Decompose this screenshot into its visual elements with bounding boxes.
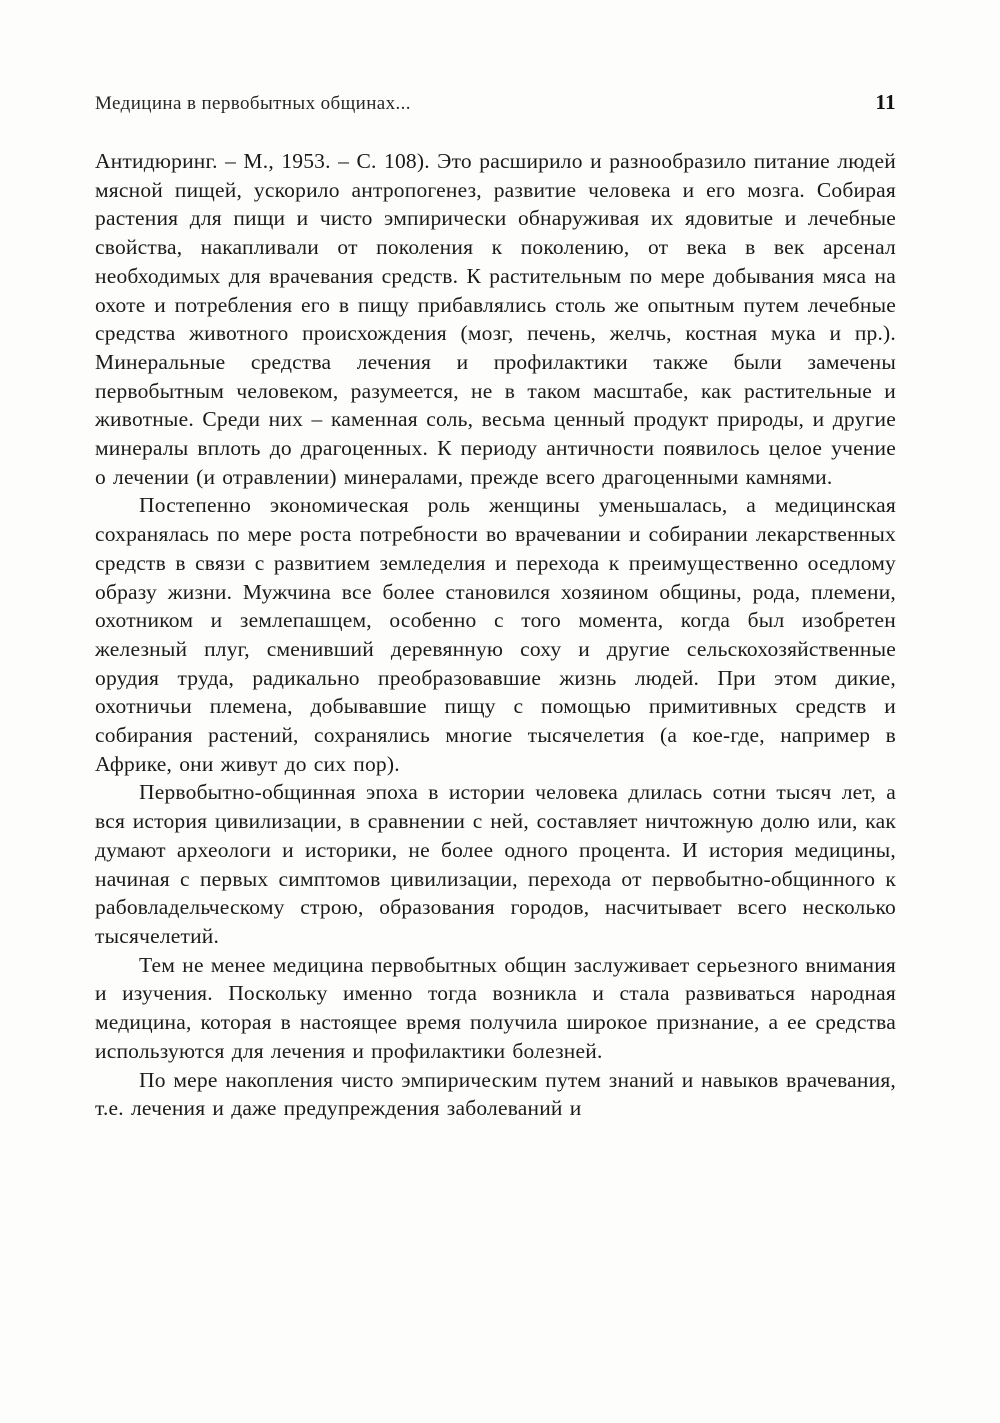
running-title: Медицина в первобытных общинах...: [95, 93, 411, 114]
paragraph-5: По мере накопления чисто эмпирическим путем знаний и навыков врачевания, т.е. лечения и даже предупреждения заболеваний и: [95, 1067, 896, 1121]
page-header: [95, 90, 896, 115]
page-body: [95, 147, 896, 1123]
page-number: 11: [875, 90, 896, 114]
paragraph-1: Антидюринг. – М., 1953. – С. 108). Это расширило и разнообразило питание людей мясной пищей, ускорило антропогенез, развитие человека и его мозга. Собирая растения для пищи и чисто эмпирически обнаруживая их ядовитые и лечебные свойства, накапливали от поколения к поколению, от века в век арсенал необходимых для врачевания средств. К растительным по мере добывания мяса на охоте и потребления его в пищу прибавлялись столь же опытным путем лечебные средства животного происхождения (мозг, печень, желчь, костная мука и пр.). Минеральные средства лечения и профилактики также были замечены первобытным человеком, разумеется, не в таком масштабе, как растительные и животные. Среди них – каменная соль, весьма ценный продукт природы, и другие минералы вплоть до драгоценных. К периоду античности появилось целое учение о лечении (и отравлении) минералами, прежде всего драгоценными камнями.: [95, 149, 896, 489]
paragraph-2: Постепенно экономическая роль женщины уменьшалась, а медицинская сохранялась по мере роста потребности во врачевании и собирании лекарственных средств в связи с развитием земледелия и перехода к преимущественно оседлому образу жизни. Мужчина все более становился хозяином общины, рода, племени, охотником и землепашцем, особенно с того момента, когда был изобретен железный плуг, сменивший деревянную соху и другие сельскохозяйственные орудия труда, радикально преобразовавшие жизнь людей. При этом дикие, охотничьи племена, добывавшие пищу с помощью примитивных средств и собирания растений, сохранялись многие тысячелетия (а кое-где, например в Африке, они живут до сих пор).: [95, 493, 896, 776]
paragraph-3: Первобытно-общинная эпоха в истории человека длилась сотни тысяч лет, а вся история цивилизации, в сравнении с ней, составляет ничтожную долю или, как думают археологи и историки, не более одного процента. И история медицины, начиная с первых симптомов цивилизации, перехода от первобытно-общинного к рабовладельческому строю, образования городов, насчитывает всего несколько тысячелетий.: [95, 780, 896, 948]
paragraph-4: Тем не менее медицина первобытных общин заслуживает серьезного внимания и изучения. Поскольку именно тогда возникла и стала развиваться народная медицина, которая в настоящее время получила широкое признание, а ее средства используются для лечения и профилактики болезней.: [95, 952, 896, 1063]
